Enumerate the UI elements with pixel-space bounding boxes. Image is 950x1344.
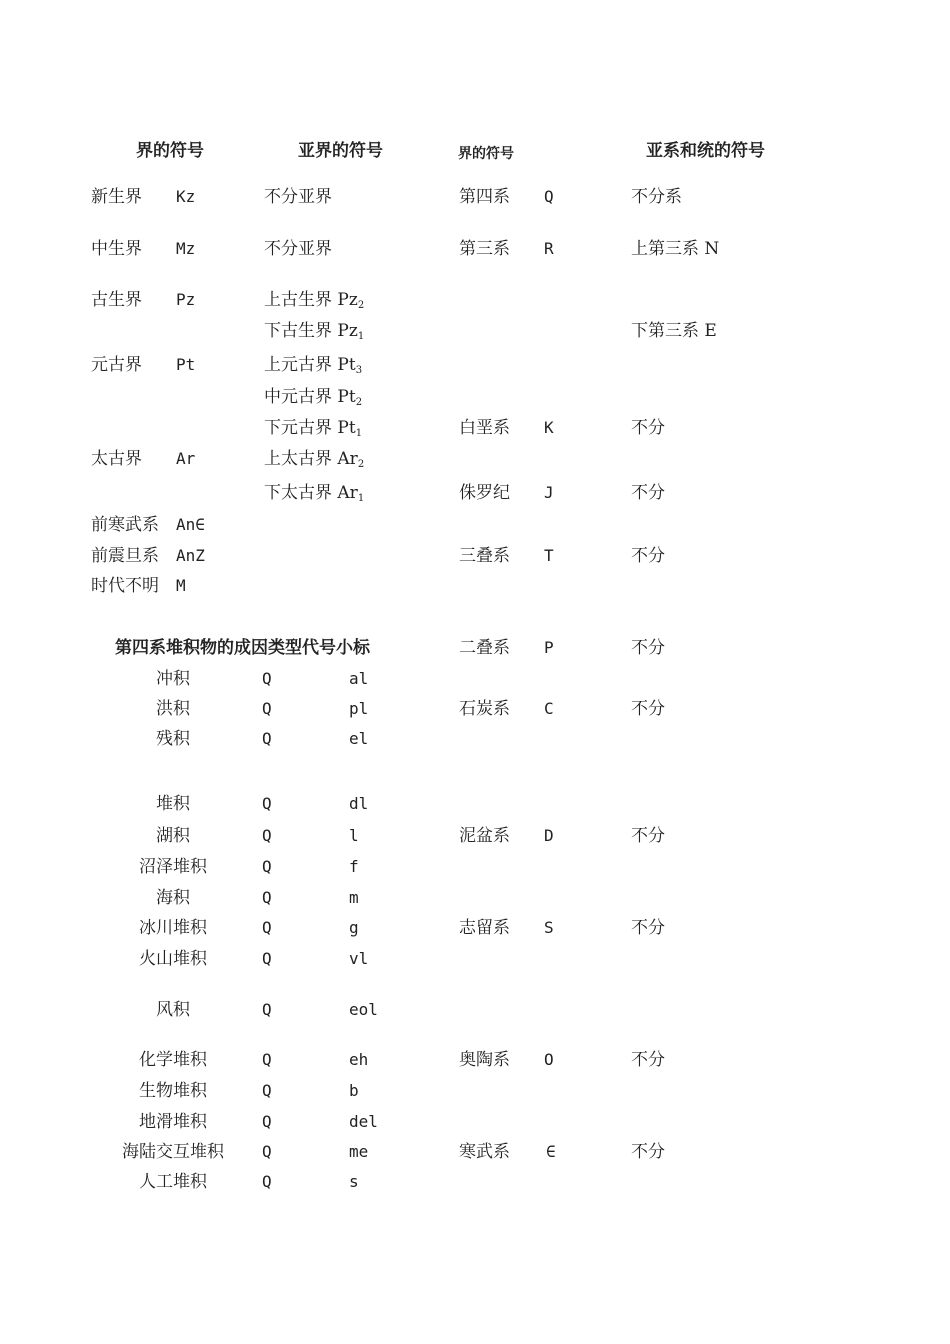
era-name: 时代不明 <box>91 576 159 596</box>
era-code: M <box>176 576 186 595</box>
deposit-q: Q <box>262 1112 272 1131</box>
system-name: 第四系 <box>459 187 510 207</box>
system-name: 泥盆系 <box>459 826 510 846</box>
deposit-q: Q <box>262 669 272 688</box>
deposit-name: 残积 <box>156 729 190 749</box>
deposit-name: 生物堆积 <box>139 1081 207 1101</box>
deposit-code: s <box>349 1172 359 1191</box>
system-code: O <box>544 1050 554 1069</box>
deposit-code: al <box>349 669 369 688</box>
deposit-code: eol <box>349 1000 378 1019</box>
deposit-name: 海陆交互堆积 <box>122 1142 224 1162</box>
system-code: T <box>544 546 554 565</box>
era-code: An∈ <box>176 515 205 534</box>
subera-item: 不分亚界 <box>264 239 332 259</box>
deposit-q: Q <box>262 888 272 907</box>
subera-item: 上太古界 $Ar_2$ <box>264 449 365 470</box>
system-subdivision: 不分 <box>631 638 665 658</box>
era-name: 古生界 <box>91 290 142 310</box>
system-code: Q <box>544 187 554 206</box>
subera-item: 上古生界 $Pz_2$ <box>264 290 365 311</box>
deposit-code: dl <box>349 794 369 813</box>
system-name: 奥陶系 <box>459 1050 510 1070</box>
system-name: 白垩系 <box>459 418 510 438</box>
deposit-q: Q <box>262 1081 272 1100</box>
system-subdivision: 不分 <box>631 1142 665 1162</box>
deposit-name: 化学堆积 <box>139 1050 207 1070</box>
deposit-name: 火山堆积 <box>139 949 207 969</box>
deposit-code: eh <box>349 1050 369 1069</box>
deposit-code: el <box>349 729 369 748</box>
system-name: 志留系 <box>459 918 510 938</box>
deposit-q: Q <box>262 1172 272 1191</box>
system-subdivision: 不分系 <box>631 187 682 207</box>
era-name: 新生界 <box>91 187 142 207</box>
subera-item: 上元古界 $Pt_3$ <box>264 355 363 376</box>
era-name: 前寒武系 <box>91 515 159 535</box>
deposit-q: Q <box>262 1000 272 1019</box>
system-subdivision: 上第三系 N <box>631 239 720 259</box>
system-code: C <box>544 699 554 718</box>
deposit-q: Q <box>262 918 272 937</box>
deposit-name: 冰川堆积 <box>139 918 207 938</box>
deposit-q: Q <box>262 729 272 748</box>
deposit-q: Q <box>262 857 272 876</box>
deposit-code: l <box>349 826 359 845</box>
era-code: Mz <box>176 239 196 258</box>
system-subdivision: 不分 <box>631 826 665 846</box>
system-code: R <box>544 239 554 258</box>
deposit-code: g <box>349 918 359 937</box>
quaternary-title: 第四系堆积物的成因类型代号小标 <box>115 638 370 658</box>
subera-item: 下元古界 $Pt_1$ <box>264 418 363 439</box>
era-name: 元古界 <box>91 355 142 375</box>
header-subera-symbol: 亚界的符号 <box>298 141 383 161</box>
deposit-code: me <box>349 1142 369 1161</box>
system-name: 寒武系 <box>459 1142 510 1162</box>
system-code: S <box>544 918 554 937</box>
deposit-q: Q <box>262 949 272 968</box>
system-subdivision: 不分 <box>631 483 665 503</box>
deposit-name: 海积 <box>156 888 190 908</box>
subera-item: 中元古界 $Pt_2$ <box>264 387 363 408</box>
era-code: Pz <box>176 290 196 309</box>
system-code: P <box>544 638 554 657</box>
header-era-symbol-small: 界的符号 <box>458 146 514 162</box>
header-subsystem-series-symbol: 亚系和统的符号 <box>646 141 765 161</box>
system-subdivision: 不分 <box>631 918 665 938</box>
system-subdivision: 不分 <box>631 1050 665 1070</box>
deposit-name: 洪积 <box>156 699 190 719</box>
deposit-q: Q <box>262 1142 272 1161</box>
deposit-name: 冲积 <box>156 669 190 689</box>
system-name: 二叠系 <box>459 638 510 658</box>
era-name: 中生界 <box>91 239 142 259</box>
deposit-q: Q <box>262 699 272 718</box>
deposit-name: 人工堆积 <box>139 1172 207 1192</box>
deposit-code: vl <box>349 949 369 968</box>
system-subdivision: 不分 <box>631 699 665 719</box>
system-name: 第三系 <box>459 239 510 259</box>
deposit-name: 沼泽堆积 <box>139 857 207 877</box>
system-name: 石炭系 <box>459 699 510 719</box>
subera-item: 下太古界 $Ar_1$ <box>264 483 365 504</box>
deposit-q: Q <box>262 826 272 845</box>
system-code: D <box>544 826 554 845</box>
deposit-code: m <box>349 888 359 907</box>
deposit-code: del <box>349 1112 378 1131</box>
deposit-code: pl <box>349 699 369 718</box>
era-code: AnZ <box>176 546 205 565</box>
deposit-q: Q <box>262 1050 272 1069</box>
subera-item: 下古生界 $Pz_1$ <box>264 321 365 342</box>
deposit-q: Q <box>262 794 272 813</box>
deposit-code: f <box>349 857 359 876</box>
deposit-code: b <box>349 1081 359 1100</box>
deposit-name: 堆积 <box>156 794 190 814</box>
era-code: Pt <box>176 355 196 374</box>
system-name: 侏罗纪 <box>459 483 510 503</box>
era-code: Ar <box>176 449 196 468</box>
era-name: 前震旦系 <box>91 546 159 566</box>
system-code: J <box>544 483 554 502</box>
system-subdivision: 不分 <box>631 418 665 438</box>
subera-item: 不分亚界 <box>264 187 332 207</box>
deposit-name: 湖积 <box>156 826 190 846</box>
system-code: ∈ <box>546 1142 556 1161</box>
era-name: 太古界 <box>91 449 142 469</box>
system-subdivision: 不分 <box>631 546 665 566</box>
deposit-name: 风积 <box>156 1000 190 1020</box>
system-name: 三叠系 <box>459 546 510 566</box>
era-code: Kz <box>176 187 196 206</box>
system-subdivision: 下第三系 E <box>631 321 717 341</box>
header-era-symbol: 界的符号 <box>136 141 204 161</box>
system-code: K <box>544 418 554 437</box>
deposit-name: 地滑堆积 <box>139 1112 207 1132</box>
